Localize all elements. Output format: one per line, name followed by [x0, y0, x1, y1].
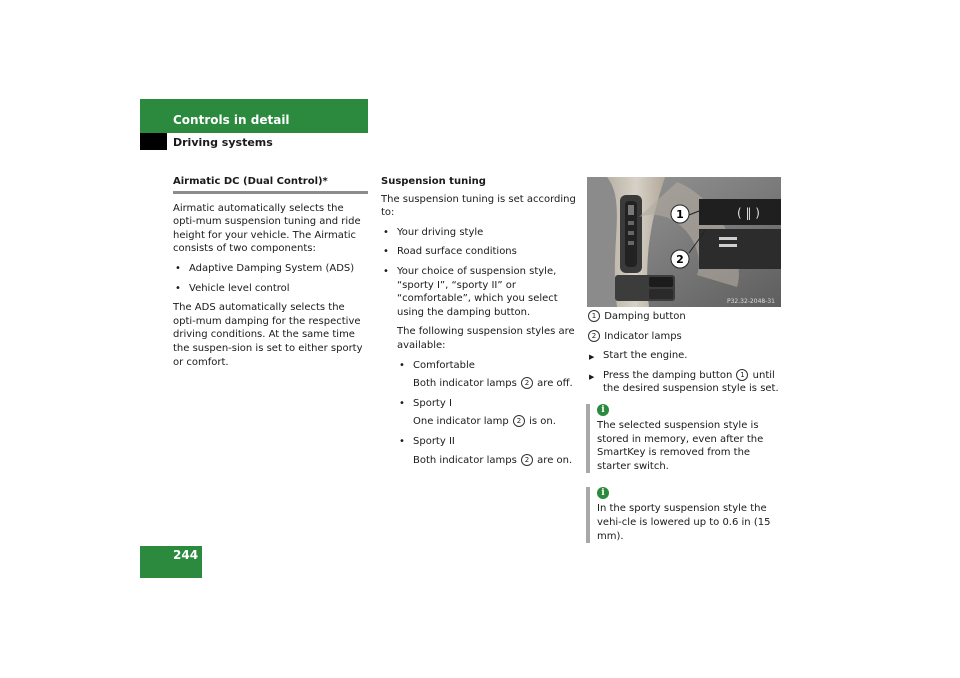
- info-icon: i: [597, 487, 609, 499]
- column-airmatic: [173, 175, 368, 375]
- heading-rule: [173, 191, 368, 194]
- header-marker: [140, 133, 167, 150]
- bullet-item: • Adaptive Damping System (ADS): [173, 262, 368, 276]
- info-note: [586, 487, 782, 543]
- bullet-item: • Your driving style: [381, 226, 576, 240]
- style-name: • Comfortable: [397, 359, 576, 373]
- figure-code: P32.32-2048-31: [726, 298, 775, 305]
- legend-item: 2 Indicator lamps: [587, 330, 782, 344]
- bullet-item: • Your choice of suspension style, “sporty I”, “sporty II” or “comfortable”, which you select using the damping button.: [381, 265, 576, 319]
- info-icon: i: [597, 404, 609, 416]
- styles-intro: The following suspension styles are available:: [397, 326, 575, 351]
- style-name: • Sporty II: [397, 435, 576, 449]
- callout-number: 1: [588, 310, 600, 322]
- note-text: In the sporty suspension style the vehi-cle is lowered up to 0.6 in (15 mm).: [597, 503, 771, 542]
- damping-button-photo: [587, 177, 781, 307]
- callout-number: 1: [736, 369, 748, 381]
- tuning-intro: The suspension tuning is set according to:: [381, 193, 576, 219]
- bullet-item: • Vehicle level control: [173, 282, 368, 296]
- style-description: One indicator lamp 2 is on.: [413, 416, 556, 428]
- column-operation: [587, 310, 782, 547]
- column-suspension-tuning: [381, 175, 576, 473]
- note-text: The selected suspension style is stored in memory, even after the SmartKey is removed from the starter switch.: [597, 419, 764, 472]
- callout-number: 2: [521, 377, 533, 389]
- callout-number: 2: [513, 415, 525, 427]
- callout-number: 2: [521, 454, 533, 466]
- info-note: [586, 404, 782, 473]
- styles-list: [381, 359, 576, 468]
- callout-1: 1: [676, 208, 684, 221]
- airmatic-intro: Airmatic automatically selects the opti-mum suspension tuning and ride height for your vehicle. The Airmatic consists of two components:: [173, 202, 361, 255]
- step-item: ▶ Press the damping button 1 until the desired suspension style is set.: [587, 369, 782, 396]
- heading-airmatic: Airmatic DC (Dual Control)*: [173, 176, 328, 187]
- style-description: Both indicator lamps 2 are off.: [413, 378, 573, 390]
- style-name: • Sporty I: [397, 397, 576, 411]
- heading-suspension-tuning: Suspension tuning: [381, 176, 486, 187]
- damping-symbol-icon: ( ‖ ): [737, 206, 760, 220]
- step-item: ▶ Start the engine.: [587, 349, 782, 363]
- ads-paragraph: The ADS automatically selects the opti-mum damping for the respective driving conditions. At the same time the suspen-sion is set to either sporty or comfort.: [173, 302, 363, 368]
- chapter-title: Controls in detail: [173, 113, 290, 127]
- page-number: 244: [173, 548, 199, 562]
- section-title: Driving systems: [173, 136, 273, 149]
- style-description: Both indicator lamps 2 are on.: [413, 454, 573, 466]
- callout-2: 2: [676, 253, 684, 266]
- bullet-item: • Road surface conditions: [381, 245, 576, 259]
- callout-number: 2: [588, 330, 600, 342]
- legend-item: 1 Damping button: [587, 310, 782, 324]
